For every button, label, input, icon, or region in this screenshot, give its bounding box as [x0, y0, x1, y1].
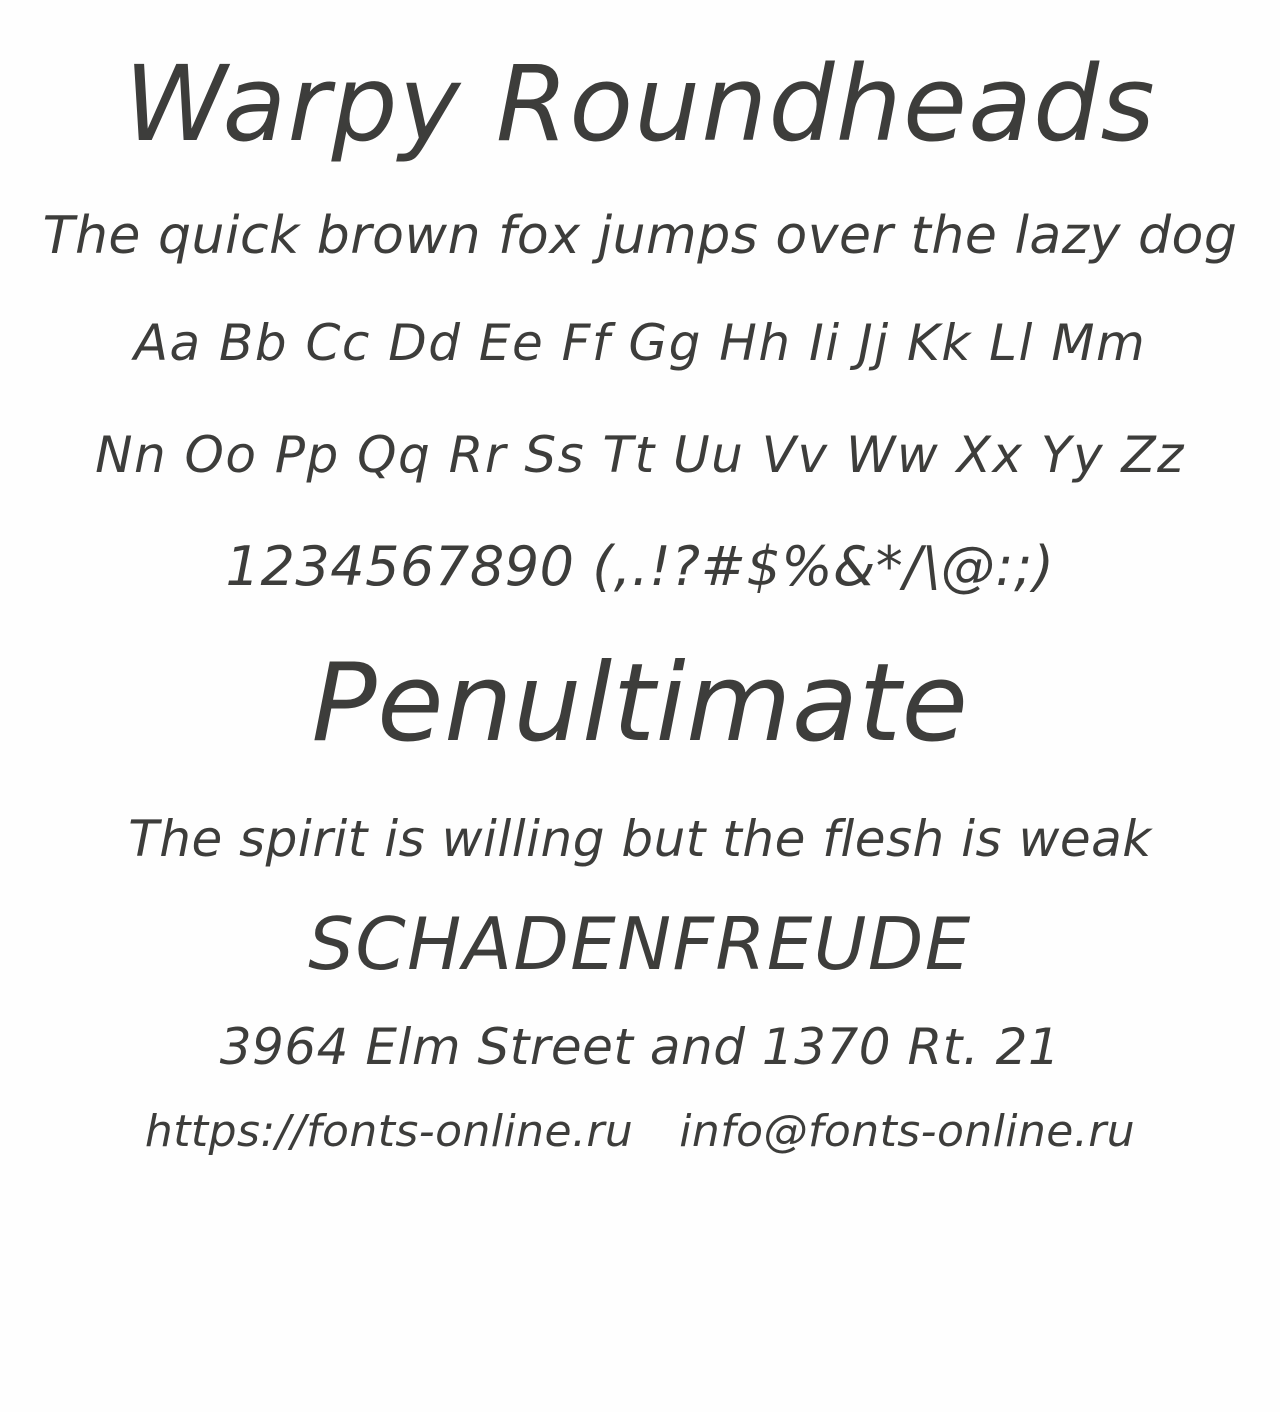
uppercase-row [48, 864, 1232, 986]
contact-email-link[interactable]: info@fonts-online.ru [679, 1106, 1136, 1157]
links-row [48, 1072, 1232, 1157]
alphabet-row-2 [48, 368, 1232, 484]
pangram-line: The quick brown fox jumps over the lazy dog [42, 206, 1238, 266]
site-url-link[interactable]: https://fonts-online.ru [144, 1106, 634, 1157]
pangram-row [42, 156, 1238, 266]
address-row [48, 980, 1232, 1076]
title-row [48, 0, 1232, 165]
font-title: Warpy Roundheads [124, 43, 1156, 165]
alphabet-line-2: Nn Oo Pp Qq Rr Ss Tt Uu Vv Ww Xx Yy Zz [95, 426, 1185, 484]
alphabet-line-1: Aa Bb Cc Dd Ee Ff Gg Hh Ii Jj Kk Ll Mm [133, 314, 1147, 372]
display-word: Penultimate [311, 641, 969, 766]
digits-row [48, 480, 1232, 598]
address-sample: 3964 Elm Street and 1370 Rt. 21 [219, 1018, 1061, 1076]
alphabet-row-1 [48, 262, 1232, 372]
display-word-row [48, 594, 1232, 766]
digits-symbols-line: 1234567890 (,.!?#$%&*/\@:;) [225, 535, 1055, 598]
uppercase-word: SCHADENFREUDE [308, 902, 972, 986]
links-container [48, 1106, 1232, 1157]
proverb-row [48, 758, 1232, 868]
proverb-line: The spirit is willing but the flesh is weak [128, 810, 1152, 868]
